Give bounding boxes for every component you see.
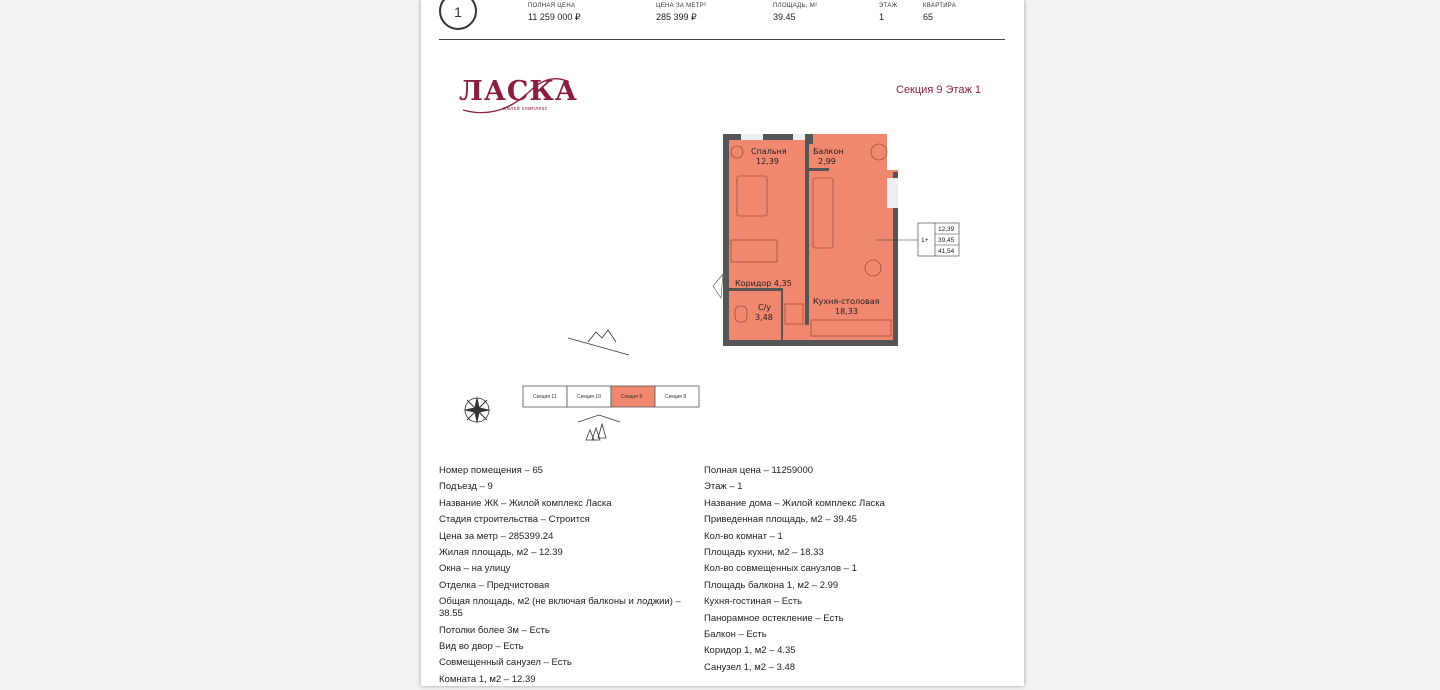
header-divider [439,39,1005,40]
detail-row: Комната 1, м2 – 12.39 [439,673,536,685]
detail-row: Коридор 1, м2 – 4.35 [704,645,796,657]
header-value: 39.45 [773,12,796,22]
room-balcony-area: 2,99 [818,157,836,166]
apartment-index-badge: 1 [439,0,477,30]
sections-map [522,384,700,408]
header-value: 285 399 ₽ [656,12,697,22]
room-bedroom-area: 12,39 [756,157,779,166]
compass-rose-icon [459,392,499,432]
header-label: КВАРТИРА [923,3,957,9]
header-full-price [528,3,581,23]
room-kitchen-area: 18,33 [835,307,858,316]
area-legend [918,223,959,256]
section-cell-9-active [611,386,655,407]
section-floor-label: Секция 9 Этаж 1 [896,84,981,96]
section-cell-8 [655,386,699,407]
header-label: ЭТАЖ [879,3,898,9]
section-label: Секция 10 [577,394,601,400]
section-cell-11 [523,386,567,407]
detail-row: Кухня-гостиная – Есть [704,596,803,608]
section-label: Секция 11 [533,394,557,400]
logo-wordmark: ЛАСКА [459,76,578,107]
header-label: ПОЛНАЯ ЦЕНА [528,3,576,9]
header-value: 11 259 000 ₽ [528,12,581,22]
door-swing-icon [713,274,723,298]
detail-row: Санузел 1, м2 – 3.48 [704,661,796,673]
logo-subtitle: жилой комплекс [503,106,548,112]
detail-row: Вид во двор – Есть [439,640,524,652]
legend-room-type: 1+ [921,237,929,244]
section-cell-10 [567,386,611,407]
detail-row: Кол-во совмещенных санузлов – 1 [704,563,857,575]
legend-full-area: 41,54 [938,248,955,255]
room-corridor-label: Коридор 4,35 [735,279,792,288]
room-kitchen-name: Кухня-столовая [813,297,880,306]
mountain-view-icon [566,322,631,358]
room-balcony-name: Балкон [813,147,844,156]
detail-row: Жилая площадь, м2 – 12.39 [439,546,563,558]
detail-row: Совмещенный санузел – Есть [439,657,572,669]
floor-plan [701,128,961,353]
apartment-sheet [421,0,1024,686]
detail-row: Название дома – Жилой комплекс Ласка [704,497,885,509]
detail-row: Панорамное остекление – Есть [704,612,844,624]
legend-living-area: 12,39 [938,226,955,233]
header-area [773,3,817,22]
detail-row: Цена за метр – 285399.24 [439,530,554,542]
detail-row: Окна – на улицу [439,563,511,575]
header-value: 1 [879,12,885,22]
detail-row: Этаж – 1 [704,481,743,493]
detail-row: Площадь балкона 1, м2 – 2.99 [704,579,839,591]
detail-row: Название ЖК – Жилой комплекс Ласка [439,497,612,509]
header-label: ЦЕНА ЗА МЕТР² [656,3,707,9]
detail-row: Общая площадь, м2 (не включая балконы и лоджии) – 38.55 [439,596,681,620]
header-floor [879,3,898,22]
header-value: 65 [923,12,934,22]
detail-row: Приведенная площадь, м2 – 39.45 [704,514,857,526]
details-left-column [439,465,684,690]
legend-total-area: 39,45 [938,237,955,244]
room-bathroom-area: 3,48 [755,313,773,322]
section-label: Секция 9 [621,394,643,400]
detail-row: Подъезд – 9 [439,481,493,493]
header-apartment [923,3,956,22]
room-bedroom-name: Спальня [751,147,787,156]
section-label: Секция 8 [665,394,687,400]
detail-row: Номер помещения – 65 [439,465,543,476]
header-label: ПЛОЩАДЬ, М² [773,3,818,9]
room-bathroom-name: С/у [758,303,772,312]
detail-row: Кол-во комнат – 1 [704,530,783,542]
detail-row: Балкон – Есть [704,628,767,640]
details-right-column [704,465,994,678]
laska-logo [459,70,578,116]
detail-row: Площадь кухни, м2 – 18.33 [704,546,824,558]
header-price-per-meter [656,3,706,23]
detail-row: Потолки более 3м – Есть [439,624,550,636]
detail-row: Отделка – Предчистовая [439,579,550,591]
detail-row: Стадия строительства – Строится [439,514,590,526]
detail-row: Полная цена – 11259000 [704,465,814,476]
trees-icon [578,414,620,442]
